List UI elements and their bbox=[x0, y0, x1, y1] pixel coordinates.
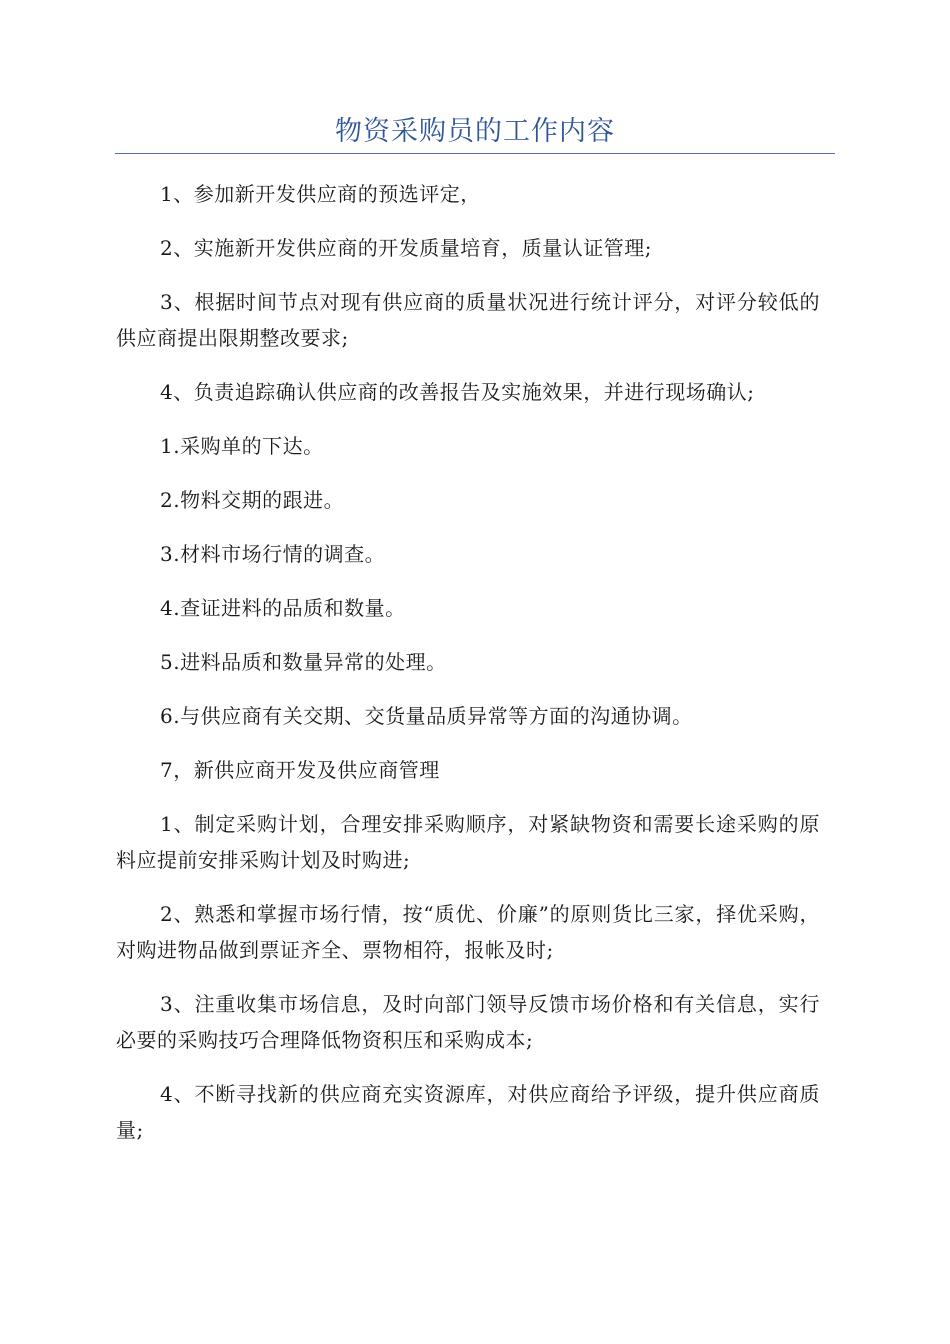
paragraph: 1、参加新开发供应商的预选评定， bbox=[160, 182, 481, 206]
paragraph: 2、熟悉和掌握市场行情，按“质优、价廉”的原则货比三家，择优采购，对购进物品做到票证齐全、票物相符，报帐及时; bbox=[116, 902, 820, 962]
paragraph: 2、实施新开发供应商的开发质量培育，质量认证管理; bbox=[160, 236, 652, 260]
document-title: 物资采购员的工作内容 bbox=[335, 116, 615, 147]
document-body bbox=[116, 176, 820, 1166]
paragraph: 5.进料品质和数量异常的处理。 bbox=[160, 650, 447, 674]
paragraph: 4.查证进料的品质和数量。 bbox=[160, 596, 406, 620]
paragraph: 1.采购单的下达。 bbox=[160, 434, 324, 458]
paragraph: 1、制定采购计划，合理安排采购顺序，对紧缺物资和需要长途采购的原料应提前安排采购计划及时购进; bbox=[116, 812, 820, 872]
paragraph: 3、注重收集市场信息，及时向部门领导反馈市场价格和有关信息，实行必要的采购技巧合理降低物资积压和采购成本; bbox=[116, 992, 820, 1052]
paragraph: 6.与供应商有关交期、交货量品质异常等方面的沟通协调。 bbox=[160, 704, 693, 728]
paragraph: 7，新供应商开发及供应商管理 bbox=[160, 758, 440, 782]
title-underline bbox=[115, 153, 835, 154]
paragraph: 4、负责追踪确认供应商的改善报告及实施效果，并进行现场确认; bbox=[160, 380, 755, 404]
paragraph: 3.材料市场行情的调查。 bbox=[160, 542, 386, 566]
paragraph: 4、不断寻找新的供应商充实资源库，对供应商给予评级，提升供应商质量; bbox=[116, 1082, 820, 1142]
paragraph: 2.物料交期的跟进。 bbox=[160, 488, 345, 512]
paragraph: 3、根据时间节点对现有供应商的质量状况进行统计评分，对评分较低的供应商提出限期整改要求; bbox=[116, 290, 820, 350]
